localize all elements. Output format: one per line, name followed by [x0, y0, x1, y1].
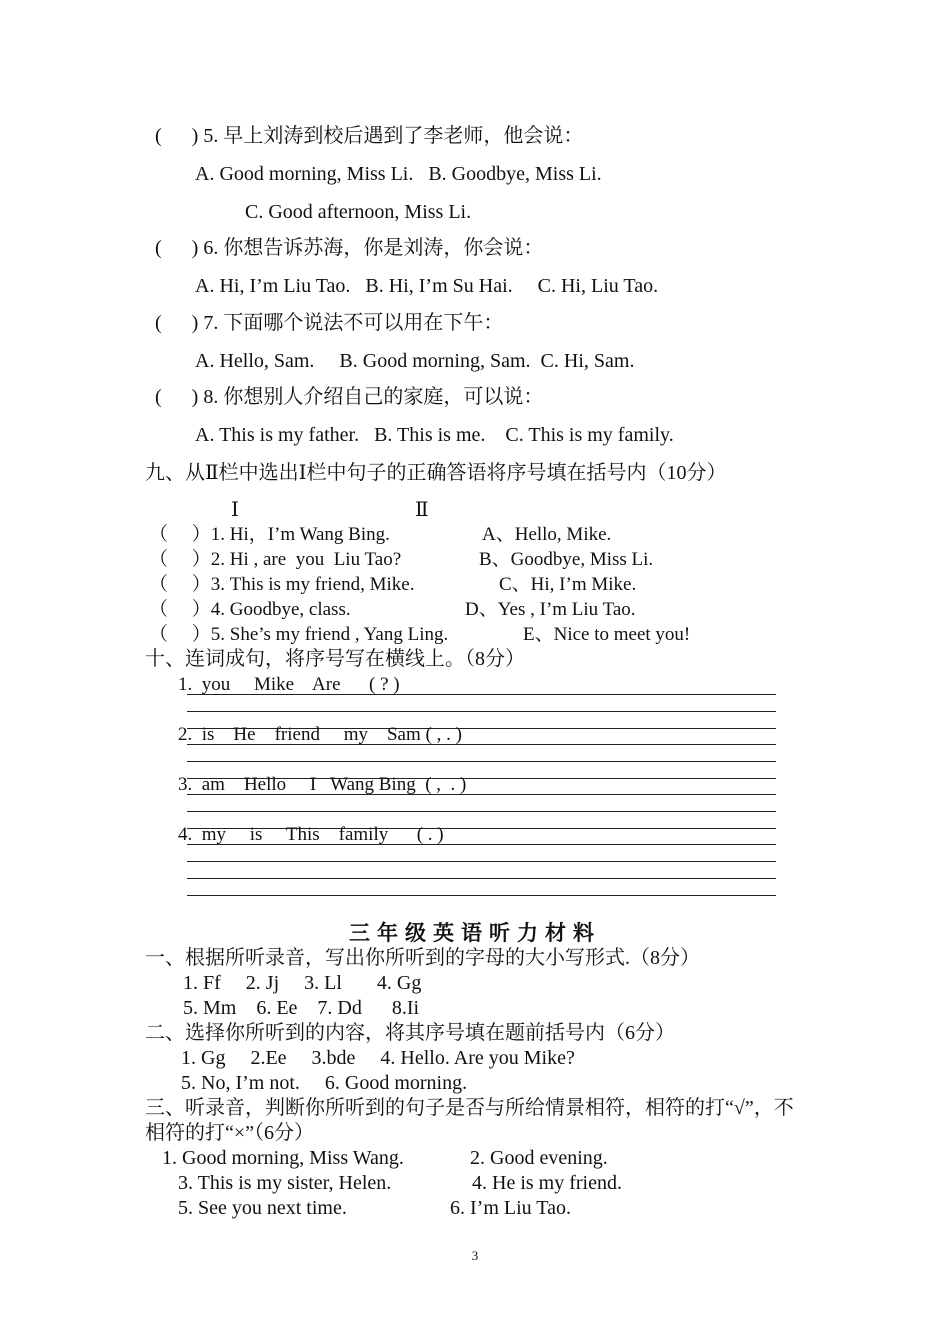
- match-right-b: B、Goodbye, Miss Li.: [479, 549, 654, 570]
- listening-section-1-line-2: 5. Mm 6. Ee 7. Dd 8.Ii: [183, 997, 420, 1019]
- sentence-item-4: 4. my is This family ( . ): [178, 824, 444, 845]
- listening-sentence-5: 5. See you next time.: [178, 1197, 347, 1219]
- listening-section-2-title: 二、选择你所听到的内容，将其序号填在题前括号内（6分）: [145, 1022, 675, 1044]
- question-6: ( ) 6. 你想告诉苏海，你是刘涛，你会说：: [155, 237, 544, 259]
- listening-section-2-line-1: 1. Gg 2.Ee 3.bde 4. Hello. Are you Mike?: [181, 1047, 575, 1069]
- match-right-d: D、Yes , I’m Liu Tao.: [465, 599, 636, 620]
- question-7-options: A. Hello, Sam. B. Good morning, Sam. C. Hi, Sam.: [195, 350, 635, 372]
- section-9-title: 九、从Ⅱ栏中选出Ⅰ栏中句子的正确答语将序号填在括号内（10分）: [145, 462, 727, 484]
- match-left-5: （ ）5. She’s my friend , Yang Ling.: [149, 624, 449, 645]
- question-5-options-2: C. Good afternoon, Miss Li.: [245, 201, 472, 223]
- answer-line: [187, 861, 776, 862]
- listening-sentence-3: 3. This is my sister, Helen.: [178, 1172, 392, 1194]
- listening-section-3-title-line-2: 相符的打“×”（6分）: [145, 1122, 315, 1144]
- sentence-item-2: 2. is He friend my Sam ( , . ): [178, 724, 462, 745]
- listening-material-title: 三年级英语听力材料: [349, 921, 601, 945]
- answer-line: [187, 694, 776, 695]
- match-left-1: （ ）1. Hi，I’m Wang Bing.: [149, 524, 390, 545]
- sentence-item-3: 3. am Hello I Wang Bing ( , . ): [178, 774, 467, 795]
- question-8: ( ) 8. 你想别人介绍自己的家庭，可以说：: [155, 386, 544, 408]
- match-right-e: E、Nice to meet you!: [523, 624, 691, 645]
- match-left-4: （ ）4. Goodbye, class.: [149, 599, 351, 620]
- column-2-header: Ⅱ: [415, 499, 429, 521]
- answer-line: [187, 794, 776, 795]
- match-right-a: A、Hello, Mike.: [482, 524, 612, 545]
- answer-line: [187, 711, 776, 712]
- sentence-item-1: 1. you Mike Are ( ? ): [178, 674, 400, 695]
- question-6-options: A. Hi, I’m Liu Tao. B. Hi, I’m Su Hai. C. Hi, Liu Tao.: [195, 275, 659, 297]
- answer-line: [187, 811, 776, 812]
- match-left-2: （ ）2. Hi , are you Liu Tao?: [149, 549, 402, 570]
- listening-section-2-line-2: 5. No, I’m not. 6. Good morning.: [181, 1072, 468, 1094]
- answer-line: [187, 744, 776, 745]
- match-right-c: C、Hi, I’m Mike.: [499, 574, 637, 595]
- listening-section-3-title-line-1: 三、听录音，判断你所听到的句子是否与所给情景相符，相符的打“√”，不: [145, 1097, 794, 1119]
- question-8-options: A. This is my father. B. This is me. C. This is my family.: [195, 424, 674, 446]
- page-number: 3: [471, 1248, 479, 1263]
- section-10-title: 十、连词成句，将序号写在横线上。（8分）: [145, 648, 525, 670]
- answer-line: [187, 844, 776, 845]
- listening-sentence-1: 1. Good morning, Miss Wang.: [162, 1147, 404, 1169]
- listening-section-1-title: 一、根据所听录音，写出你所听到的字母的大小写形式.（8分）: [145, 947, 700, 969]
- question-5: ( ) 5. 早上刘涛到校后遇到了李老师，他会说：: [155, 125, 584, 147]
- question-7: ( ) 7. 下面哪个说法不可以用在下午：: [155, 312, 504, 334]
- answer-line: [187, 895, 776, 896]
- match-left-3: （ ）3. This is my friend, Mike.: [149, 574, 415, 595]
- question-5-options-1: A. Good morning, Miss Li. B. Goodbye, Miss Li.: [195, 163, 602, 185]
- listening-sentence-4: 4. He is my friend.: [472, 1172, 622, 1194]
- listening-sentence-6: 6. I’m Liu Tao.: [450, 1197, 571, 1219]
- listening-sentence-2: 2. Good evening.: [470, 1147, 608, 1169]
- column-1-header: Ⅰ: [231, 499, 239, 521]
- answer-line: [187, 878, 776, 879]
- answer-line: [187, 761, 776, 762]
- listening-section-1-line-1: 1. Ff 2. Jj 3. Ll 4. Gg: [183, 972, 422, 994]
